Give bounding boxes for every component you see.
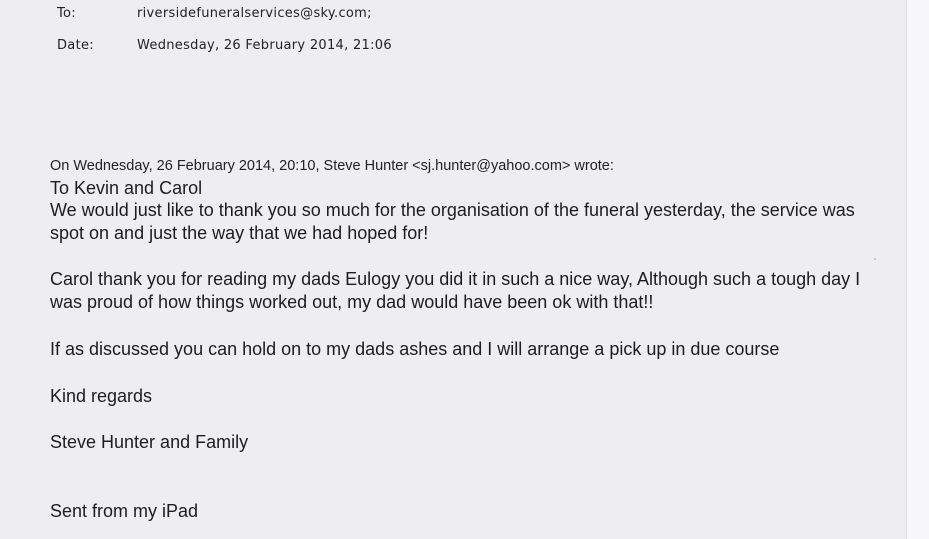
quoted-reply-header: On Wednesday, 26 February 2014, 20:10, Steve Hunter <sj.hunter@yahoo.com> wrote: (50, 158, 614, 174)
to-address: riversidefuneralservices@sky.com; (137, 6, 372, 21)
header-date-row (57, 38, 392, 53)
paragraph-eulogy: Carol thank you for reading my dads Eulogy you did it in such a nice way, Although such a tough day I was proud of how things worked out, my dad would have been ok with that!! (50, 269, 861, 312)
paragraph-ashes: If as discussed you can hold on to my dads ashes and I will arrange a pick up in due course (50, 339, 780, 359)
date-value: Wednesday, 26 February 2014, 21:06 (137, 38, 392, 53)
date-label: Date: (57, 38, 94, 53)
scan-speck (874, 258, 876, 260)
scan-page-edge (906, 0, 929, 539)
sent-from-line: Sent from my iPad (50, 501, 199, 521)
header-to-row (57, 6, 372, 21)
closing: Kind regards (50, 386, 153, 406)
greeting: To Kevin and Carol (50, 178, 203, 198)
signature: Steve Hunter and Family (50, 432, 249, 452)
paragraph-thanks: We would just like to thank you so much for the organisation of the funeral yesterday, the service was spot on and just the way that we had hoped for! (50, 200, 855, 243)
to-label: To: (57, 6, 76, 21)
